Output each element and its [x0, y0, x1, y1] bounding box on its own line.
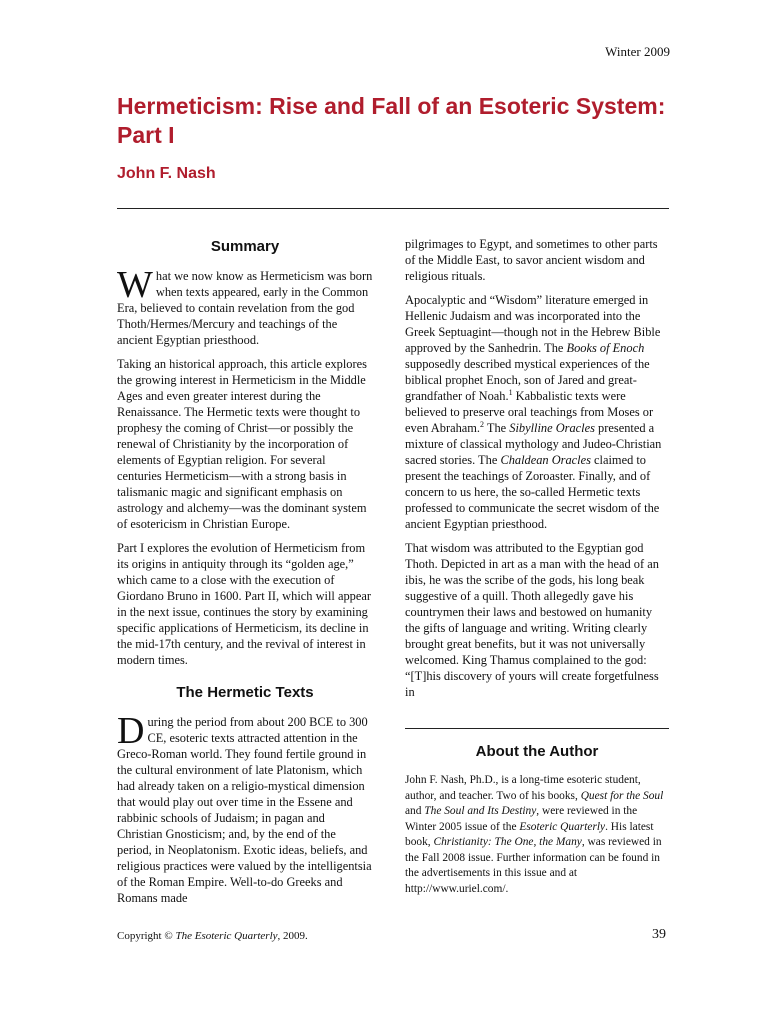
bio-text-b: and: [405, 805, 425, 817]
journal-name: Esoteric Quarterly: [519, 820, 606, 833]
right-p2-text-a: Apocalyptic and “Wisdom” literature emerged in Hellenic Judaism and was incorporated into the Greek Septuagint—though not in the Hebrew Bible approved by the Sanhedrin. The: [405, 293, 661, 355]
author-bio: [405, 773, 669, 897]
hermetic-texts-paragraph-1-text: uring the period from about 200 BCE to 300 CE, esoteric texts attracted attention in the Greco-Roman world. They found fertile ground in the cultural environment of late Platonism, which had already taken on a religio-mystical dimension that would play out over time in the Essene and rabbinic schools of Judaism; in pagan and Christian Gnosticism; and, by the end of the period, in Neoplatonism. Exotic ideas, beliefs, and religious practices were valued by the intelligentsia of the Roman Empire. Well-to-do Greeks and Romans made: [117, 715, 372, 905]
right-p2-text-f: claimed to present the teachings of Zoroaster. Finally, and of concern to us here, the so-called Hermetic texts professed to communicate the secret wisdom of the ancient Egyptian priesthood.: [405, 453, 660, 531]
footnote-ref-1: 1: [508, 387, 513, 397]
title-divider: [117, 208, 669, 209]
article-title: Hermeticism: Rise and Fall of an Esoteric System: Part I: [117, 93, 666, 148]
right-p2-text-c: Kabbalistic texts were believed to preserve oral teachings from Moses or even Abraham.: [405, 389, 654, 435]
book-title-christianity: Christianity: The One, the Many: [433, 836, 582, 848]
right-paragraph-1: pilgrimages to Egypt, and sometimes to other parts of the Middle East, to savor ancient wisdom and religious rituals.: [405, 237, 658, 283]
author-divider: [405, 728, 669, 729]
right-paragraph-3: That wisdom was attributed to the Egyptian god Thoth. Depicted in art as a man with the head of an ibis, he was the scribe of the gods, his long beak suggestive of a quill. Thoth allegedly gave his countrymen their laws and bestowed on humanity the gifts of language and writing. Writing clearly brought great benefits, but it was not universally welcomed. King Thamus complained to the god: “[T]his discovery of yours will create forgetfulness in: [405, 541, 659, 699]
bio-text-a: John F. Nash, Ph.D., is a long-time esoteric student, author, and teacher. Two of his books,: [405, 774, 641, 802]
book-title-quest: Quest for the Soul: [580, 789, 664, 802]
left-column: [117, 236, 373, 914]
copyright-text-a: Copyright ©: [117, 930, 176, 942]
summary-heading: Summary: [210, 238, 280, 255]
chaldean-oracles-title: Chaldean Oracles: [500, 453, 591, 467]
summary-paragraph-2: Taking an historical approach, this article explores the growing interest in Hermeticism in the Middle Ages and even greater interest during the Renaissance. The Hermetic texts were thought to prophesy the coming of Christ—or possibly the renewal of Christianity by the incorporation of elements of Egyptian religion. For several centuries Hermeticism—with a strong basis in talismanic magic and significant emphasis on astrology and alchemy—was the dominant system of esotericism in Christian Europe.: [117, 357, 367, 531]
right-column: [405, 236, 669, 905]
footnote-ref-2: 2: [480, 419, 485, 429]
summary-dropcap: W: [117, 264, 153, 306]
hermetic-texts-paragraph-1: [117, 710, 373, 906]
bio-text-d: . His latest book,: [405, 820, 654, 848]
right-p2-text-e: presented a mixture of classical mythology and Judeo-Christian sacred stories. The: [405, 421, 662, 467]
page-number: 39: [652, 927, 666, 942]
summary-paragraph-1: [117, 264, 373, 348]
summary-paragraph-1-text: hat we now know as Hermeticism was born when texts appeared, early in the Common Era, believed to contain revelation from the god Thoth/Hermes/Mercury and teachings of the ancient Egyptian priesthood.: [117, 269, 373, 347]
issue-date: Winter 2009: [605, 44, 670, 59]
article-author: John F. Nash: [117, 165, 216, 182]
bio-text-e: , was reviewed in the Fall 2008 issue. Further information can be found in the advertisements in this issue and at http://www.uriel.com/.: [405, 836, 662, 895]
hermetic-dropcap: D: [117, 710, 145, 752]
bio-text-c: , were reviewed in the Winter 2005 issue of the: [405, 805, 638, 833]
books-of-enoch-title: Books of Enoch: [566, 341, 645, 355]
copyright-journal: The Esoteric Quarterly: [175, 930, 278, 942]
copyright-text-b: , 2009.: [277, 930, 308, 942]
right-p2-text-b: supposedly described mystical experiences of the biblical prophet Enoch, son of Jared and great-grandfather of Noah.: [405, 357, 650, 403]
summary-paragraph-3: Part I explores the evolution of Hermeticism from its origins in antiquity through its “golden age,” which came to a close with the execution of Giordano Bruno in 1600. Part II, which will appear in the next issue, continues the story by examining specific applications of Hermeticism, its decline in the mid-17th century, and the revival of interest in modern times.: [117, 541, 371, 667]
sibylline-oracles-title: Sibylline Oracles: [509, 421, 595, 435]
right-paragraph-2: [405, 292, 669, 532]
right-p2-text-d: The: [484, 421, 510, 435]
about-author-heading: About the Author: [475, 743, 599, 760]
hermetic-texts-heading: The Hermetic Texts: [176, 684, 314, 701]
copyright-notice: [117, 930, 308, 942]
book-title-soul-destiny: The Soul and Its Destiny: [424, 805, 537, 817]
